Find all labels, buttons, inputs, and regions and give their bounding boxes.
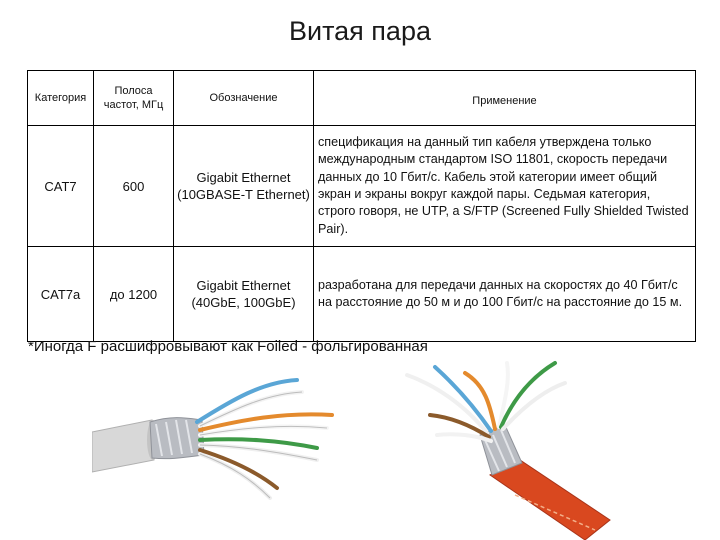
footnote: *Иногда F расшифровывают как Foiled - фольгированная: [28, 338, 428, 355]
cell-application: спецификация на данный тип кабеля утверждена только международным стандартом ISO 11801, скорость передачи данных до 10 Гбит/с. Кабель этой категории имеет общий экран и экраны вокруг каждой пары. Седьмая категория, строго говоря, не UTP, а S/FTP (Screened Fully Shielded Twisted Pair).: [314, 126, 696, 247]
cell-bandwidth: 600: [94, 126, 174, 247]
grey-cable-photo: [92, 360, 362, 510]
header-bandwidth-line1: Полоса: [114, 85, 153, 97]
table-header-row: [28, 71, 696, 126]
header-application: Применение: [314, 71, 696, 126]
cell-bandwidth: до 1200: [94, 247, 174, 342]
header-bandwidth: [94, 71, 174, 126]
cell-application: разработана для передачи данных на скоростях до 40 Гбит/с на расстояние до 50 м и до 100 Гбит/с на расстояние до 15 м.: [314, 247, 696, 342]
cable-jacket: [490, 460, 610, 540]
header-bandwidth-line2: частот, МГц: [103, 99, 164, 111]
table-row: [28, 247, 696, 342]
cell-category: CAT7a: [28, 247, 94, 342]
table-row: [28, 126, 696, 247]
cell-designation: Gigabit Ethernet (10GBASE-T Ethernet): [174, 126, 314, 247]
cell-category: CAT7: [28, 126, 94, 247]
cell-designation: Gigabit Ethernet (40GbE, 100GbE): [174, 247, 314, 342]
page-title: Витая пара: [289, 16, 431, 46]
header-designation: Обозначение: [174, 71, 314, 126]
orange-cable-photo: [395, 355, 620, 540]
cable-spec-table: [27, 70, 696, 342]
header-category: Категория: [28, 71, 94, 126]
cable-jacket: [92, 420, 154, 472]
